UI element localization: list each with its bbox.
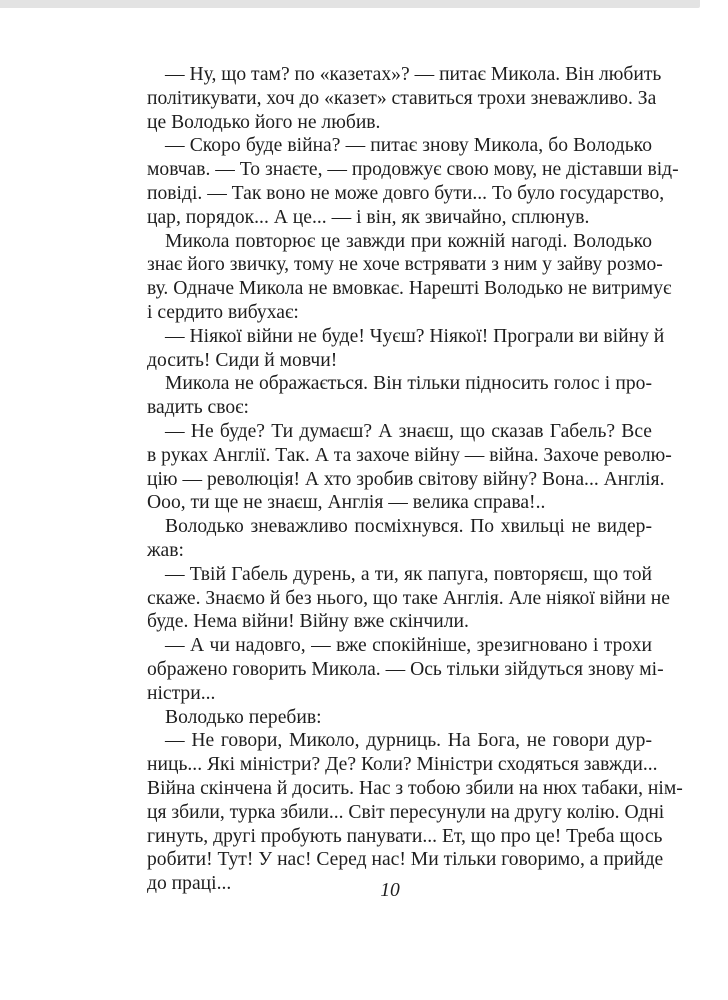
paragraph: [147, 372, 652, 420]
text-line: — Твій Габель дурень, а ти, як папуга, повторяєш, що той: [165, 563, 652, 585]
text-line: в руках Англії. Так. А та захоче війну — війна. Захоче револю-: [147, 444, 672, 466]
text-line: Микола не ображається. Він тільки підносить голос і про-: [165, 373, 652, 395]
text-line: і сердито вибухає:: [147, 301, 299, 323]
text-line: Ооо, ти ще не знаєш, Англія — велика справа!..: [147, 492, 546, 514]
paragraph: [147, 420, 672, 515]
paragraph: [147, 63, 662, 134]
text-line: до праці...: [147, 873, 232, 895]
text-line: це Володько його не любив.: [147, 111, 381, 133]
text-line: мовчав. — То знаєте, — продовжує свою мову, не діставши від-: [147, 159, 679, 181]
text-line: скаже. Знаємо й без нього, що таке Англія. Але ніякої війни не: [147, 587, 670, 609]
text-line: ображено говорить Микола. — Ось тільки зійдуться знову мі-: [147, 658, 664, 680]
text-line: буде. Нема війни! Війну вже скінчили.: [147, 611, 469, 633]
text-line: — Ну, що там? по «казетах»? — питає Микола. Він любить: [165, 64, 662, 85]
text-line: Микола повторює це завжди при кожній нагоді. Володько: [165, 230, 652, 252]
text-line: — Не буде? Ти думаєш? А знаєш, що сказав Габель? Все: [165, 420, 652, 442]
text-line: досить! Сиди й мовчи!: [147, 349, 338, 371]
text-line: — Ніякої війни не буде! Чуєш? Ніякої! Програли ви війну й: [165, 325, 665, 347]
text-line: повіді. — Так воно не може довго бути... То було государство,: [147, 182, 665, 204]
text-line: ця збили, турка збили... Світ пересунули на другу колію. Одні: [147, 801, 665, 823]
paragraph: [147, 515, 652, 563]
text-line: цар, порядок... А це... — і він, як звичайно, сплюнув.: [147, 206, 590, 228]
paragraph: [147, 230, 672, 325]
text-line: ниць... Які міністри? Де? Коли? Міністри сходяться завжди...: [147, 754, 658, 776]
text-line: Володько зневажливо посміхнувся. По хвильці не видер-: [165, 516, 652, 538]
page-number: 10: [380, 880, 400, 901]
text-line: Володько перебив:: [165, 706, 322, 728]
text-line: робити! Тут! У нас! Серед нас! Ми тільки говоримо, а прийде: [147, 849, 664, 871]
text-line: — Скоро буде війна? — питає знову Микола, бо Володько: [165, 135, 652, 157]
text-line: ву. Одначе Микола не вмовкає. Нарешті Володько не витримує: [147, 278, 672, 300]
paragraph: [147, 729, 683, 896]
paragraph: [147, 134, 679, 229]
text-line: жав:: [147, 539, 184, 561]
paragraph: [147, 706, 652, 730]
paragraph: [147, 563, 670, 634]
text-line: Війна скінчена й досить. Нас з тобою збили на нюх табаки, нім-: [147, 777, 683, 799]
text-line: — А чи надовго, — вже спокійніше, зрезигновано і трохи: [165, 635, 652, 657]
text-line: знає його звичку, тому не хоче встрявати з ним у зайву розмо-: [147, 254, 663, 276]
page-text: [147, 63, 683, 896]
text-line: вадить своє:: [147, 397, 250, 419]
paragraph: [147, 634, 664, 705]
text-line: гинуть, другі пробують панувати... Ет, що про це! Треба щось: [147, 825, 663, 847]
text-line: політикувати, хоч до «казет» ставиться трохи зневажливо. За: [147, 87, 657, 109]
text-line: — Не говори, Миколо, дурниць. На Бога, не говори дур-: [165, 730, 652, 752]
text-line: цію — революція! А хто зробив світову війну? Вона... Англія.: [147, 468, 665, 490]
text-line: ністри...: [147, 682, 216, 704]
paragraph: [147, 325, 665, 373]
